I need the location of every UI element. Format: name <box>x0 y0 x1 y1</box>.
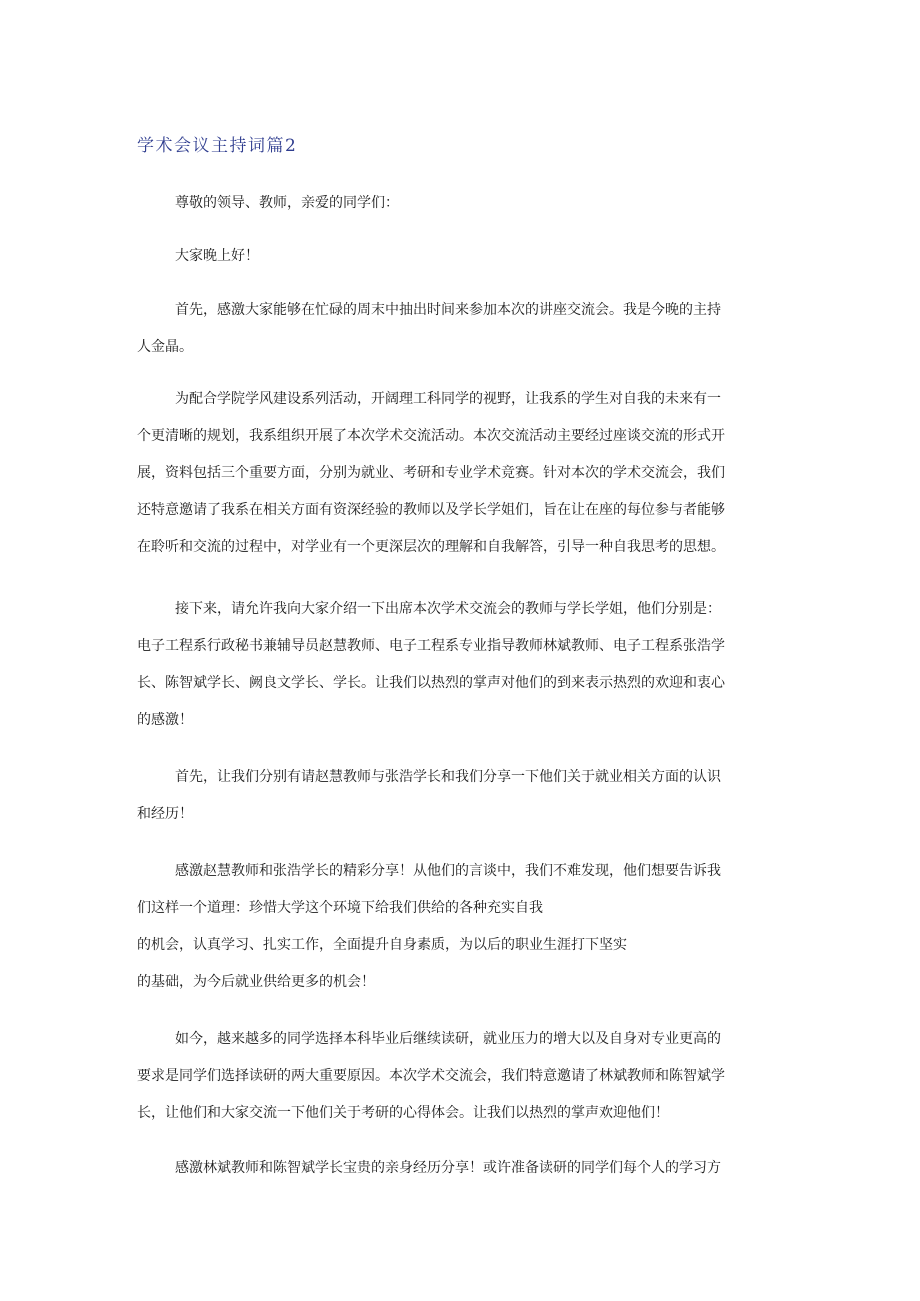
paragraph-line: 接下来，请允许我向大家介绍一下出席本次学术交流会的教师与学长学姐，他们分别是： <box>175 601 721 617</box>
paragraph-purpose <box>137 381 787 566</box>
paragraph-line: 在聆听和交流的过程中，对学业有一个更深层次的理解和自我解答，引导一种自我思考的思想。 <box>137 539 725 555</box>
paragraph-line: 还特意邀请了我系在相关方面有资深经验的教师以及学长学姐们，旨在让在座的每位参与者能够 <box>137 502 725 518</box>
paragraph-line: 为配合学院学风建设系列活动，开阔理工科同学的视野，让我系的学生对自我的未来有一 <box>175 391 721 407</box>
paragraph-line: 个更清晰的规划，我系组织开展了本次学术交流活动。本次交流活动主要经过座谈交流的形式开 <box>137 428 725 444</box>
paragraph-line: 感激林斌教师和陈智斌学长宝贵的亲身经历分享！或许准备读研的同学们每个人的学习方 <box>175 1160 721 1176</box>
paragraph-greeting <box>137 185 787 222</box>
paragraph-line: 的感激！ <box>137 712 193 728</box>
paragraph-line: 如今，越来越多的同学选择本科毕业后继续读研，就业压力的增大以及自身对专业更高的 <box>175 1031 721 1047</box>
paragraph-line: 和经历！ <box>137 806 193 822</box>
paragraph-line: 的基础，为今后就业供给更多的机会！ <box>137 974 375 990</box>
paragraph-line: 们这样一个道理：珍惜大学这个环境下给我们供给的各种充实自我 <box>137 900 543 916</box>
paragraph-line: 电子工程系行政秘书兼辅导员赵慧教师、电子工程系专业指导教师林斌教师、电子工程系张浩学 <box>137 638 725 654</box>
paragraph-line: 首先，让我们分别有请赵慧教师与张浩学长和我们分享一下他们关于就业相关方面的认识 <box>175 769 721 785</box>
paragraph-line: 大家晚上好！ <box>175 248 259 264</box>
paragraph-line: 尊敬的领导、教师，亲爱的同学们： <box>175 195 399 211</box>
paragraph-line: 长，让他们和大家交流一下他们关于考研的心得体会。让我们以热烈的掌声欢迎他们！ <box>137 1105 669 1121</box>
paragraph-line: 人金晶。 <box>137 339 193 355</box>
paragraph-graduate-thanks <box>137 1150 787 1187</box>
section-title: 学术会议主持词篇2 <box>137 136 298 156</box>
paragraph-good-evening <box>137 238 787 275</box>
paragraph-line: 的机会，认真学习、扎实工作，全面提升自身素质，为以后的职业生涯打下坚实 <box>137 937 627 953</box>
paragraph-line: 要求是同学们选择读研的两大重要原因。本次学术交流会，我们特意邀请了林斌教师和陈智斌学 <box>137 1068 725 1084</box>
paragraph-graduate-study <box>137 1021 787 1132</box>
paragraph-opening <box>137 292 787 366</box>
paragraph-employment-invite <box>137 759 787 833</box>
paragraph-line: 长、陈智斌学长、阙良文学长、学长。让我们以热烈的掌声对他们的到来表示热烈的欢迎和衷心 <box>137 675 725 691</box>
paragraph-line: 展，资料包括三个重要方面，分别为就业、考研和专业学术竞赛。针对本次的学术交流会，我们 <box>137 465 725 481</box>
paragraph-introductions <box>137 591 787 739</box>
paragraph-line: 感激赵慧教师和张浩学长的精彩分享！从他们的言谈中，我们不难发现，他们想要告诉我 <box>175 863 721 879</box>
paragraph-line: 首先，感激大家能够在忙碌的周末中抽出时间来参加本次的讲座交流会。我是今晚的主持 <box>175 302 721 318</box>
paragraph-employment-thanks <box>137 853 787 1001</box>
